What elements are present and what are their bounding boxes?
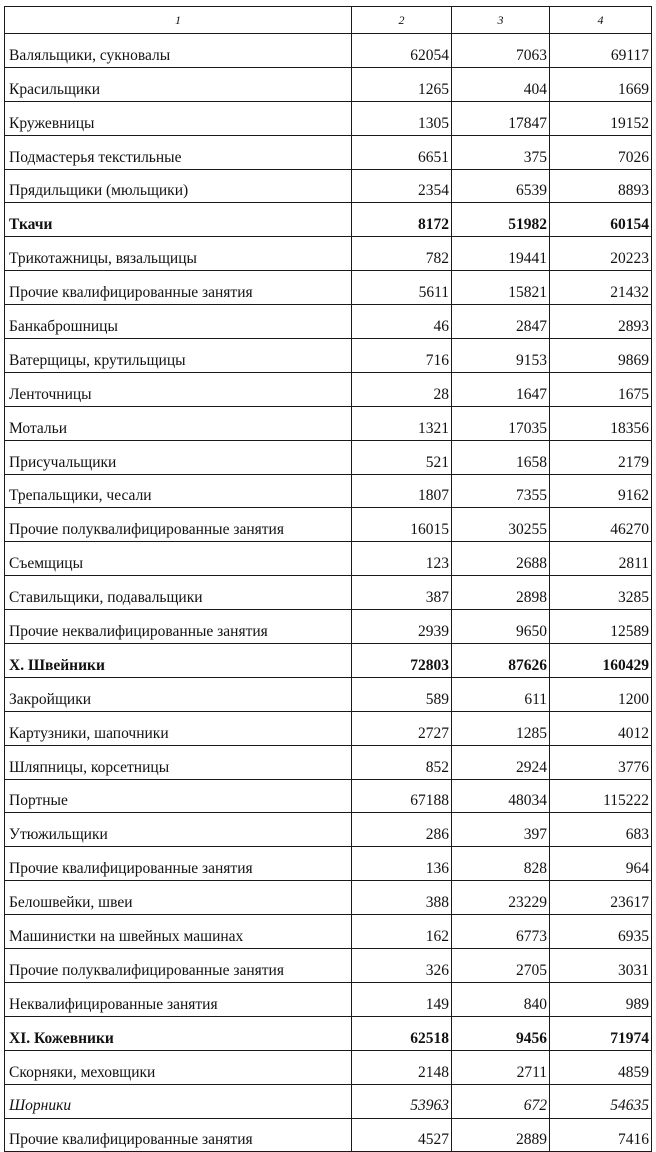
value-cell-col4: 115222 [550, 779, 652, 813]
value-cell-col3: 9456 [452, 1016, 550, 1050]
column-header-4: 4 [550, 7, 652, 34]
value-cell-col4: 3285 [550, 576, 652, 610]
table-row [5, 644, 652, 678]
table-row [5, 305, 652, 339]
value-cell-col3: 7355 [452, 474, 550, 508]
value-cell-col2: 1807 [352, 474, 452, 508]
value-cell-col4: 9162 [550, 474, 652, 508]
value-cell-col3: 404 [452, 67, 550, 101]
column-header-3: 3 [452, 7, 550, 34]
value-cell-col2: 1321 [352, 406, 452, 440]
table-row [5, 542, 652, 576]
value-cell-col3: 15821 [452, 271, 550, 305]
value-cell-col4: 964 [550, 847, 652, 881]
value-cell-col3: 87626 [452, 644, 550, 678]
value-cell-col2: 16015 [352, 508, 452, 542]
occupation-cell: Прочие квалифицированные занятия [5, 847, 352, 881]
column-header-2: 2 [352, 7, 452, 34]
value-cell-col4: 683 [550, 813, 652, 847]
table-row [5, 1084, 652, 1118]
table-row [5, 67, 652, 101]
table-row [5, 982, 652, 1016]
table-row [5, 1050, 652, 1084]
occupation-cell: Прочие полуквалифицированные занятия [5, 508, 352, 542]
table-row [5, 949, 652, 983]
value-cell-col4: 9869 [550, 339, 652, 373]
value-cell-col3: 48034 [452, 779, 550, 813]
value-cell-col4: 989 [550, 982, 652, 1016]
value-cell-col3: 2889 [452, 1118, 550, 1152]
table-row [5, 339, 652, 373]
column-header-1: 1 [5, 7, 352, 34]
table-row [5, 1118, 652, 1152]
value-cell-col4: 2179 [550, 440, 652, 474]
occupation-cell: Ткачи [5, 203, 352, 237]
value-cell-col2: 53963 [352, 1084, 452, 1118]
table-row [5, 745, 652, 779]
occupation-cell: Шляпницы, корсетницы [5, 745, 352, 779]
occupation-cell: Трикотажницы, вязальщицы [5, 237, 352, 271]
value-cell-col2: 388 [352, 881, 452, 915]
value-cell-col2: 782 [352, 237, 452, 271]
table-row [5, 135, 652, 169]
value-cell-col4: 2893 [550, 305, 652, 339]
value-cell-col2: 6651 [352, 135, 452, 169]
value-cell-col4: 23617 [550, 881, 652, 915]
value-cell-col4: 6935 [550, 915, 652, 949]
value-cell-col3: 9153 [452, 339, 550, 373]
value-cell-col3: 51982 [452, 203, 550, 237]
occupation-cell: Прочие квалифицированные занятия [5, 271, 352, 305]
value-cell-col2: 286 [352, 813, 452, 847]
value-cell-col2: 62518 [352, 1016, 452, 1050]
value-cell-col3: 30255 [452, 508, 550, 542]
occupation-cell: Шорники [5, 1084, 352, 1118]
value-cell-col2: 123 [352, 542, 452, 576]
value-cell-col3: 375 [452, 135, 550, 169]
table-row [5, 440, 652, 474]
table-row [5, 237, 652, 271]
table-row [5, 474, 652, 508]
value-cell-col4: 1200 [550, 677, 652, 711]
occupation-cell: Кружевницы [5, 101, 352, 135]
occupation-cell: Ленточницы [5, 372, 352, 406]
value-cell-col2: 2727 [352, 711, 452, 745]
value-cell-col4: 20223 [550, 237, 652, 271]
table-row [5, 847, 652, 881]
occupation-cell: Красильщики [5, 67, 352, 101]
value-cell-col3: 6539 [452, 169, 550, 203]
value-cell-col2: 4527 [352, 1118, 452, 1152]
value-cell-col2: 716 [352, 339, 452, 373]
table-row [5, 610, 652, 644]
value-cell-col3: 672 [452, 1084, 550, 1118]
table-row [5, 779, 652, 813]
occupation-cell: Закройщики [5, 677, 352, 711]
occupation-cell: Прядильщики (мюльщики) [5, 169, 352, 203]
table-row [5, 711, 652, 745]
table-row [5, 677, 652, 711]
occupation-cell: X. Швейники [5, 644, 352, 678]
value-cell-col4: 21432 [550, 271, 652, 305]
table-row [5, 881, 652, 915]
value-cell-col3: 7063 [452, 34, 550, 68]
value-cell-col4: 46270 [550, 508, 652, 542]
value-cell-col2: 162 [352, 915, 452, 949]
occupation-cell: Прочие квалифицированные занятия [5, 1118, 352, 1152]
value-cell-col2: 67188 [352, 779, 452, 813]
value-cell-col4: 71974 [550, 1016, 652, 1050]
occupation-cell: Ставильщики, подавальщики [5, 576, 352, 610]
table-row [5, 915, 652, 949]
occupation-cell: Мотальи [5, 406, 352, 440]
value-cell-col4: 69117 [550, 34, 652, 68]
value-cell-col4: 7026 [550, 135, 652, 169]
value-cell-col2: 387 [352, 576, 452, 610]
occupation-cell: Белошвейки, швеи [5, 881, 352, 915]
value-cell-col4: 1669 [550, 67, 652, 101]
table-row [5, 406, 652, 440]
value-cell-col4: 8893 [550, 169, 652, 203]
value-cell-col3: 1285 [452, 711, 550, 745]
value-cell-col2: 62054 [352, 34, 452, 68]
value-cell-col4: 2811 [550, 542, 652, 576]
occupation-cell: Присучальщики [5, 440, 352, 474]
value-cell-col3: 2688 [452, 542, 550, 576]
value-cell-col2: 46 [352, 305, 452, 339]
value-cell-col2: 5611 [352, 271, 452, 305]
table-body [5, 34, 652, 1152]
value-cell-col4: 7416 [550, 1118, 652, 1152]
value-cell-col2: 136 [352, 847, 452, 881]
value-cell-col4: 1675 [550, 372, 652, 406]
value-cell-col3: 2711 [452, 1050, 550, 1084]
value-cell-col3: 9650 [452, 610, 550, 644]
occupation-cell: Прочие полуквалифицированные занятия [5, 949, 352, 983]
value-cell-col4: 18356 [550, 406, 652, 440]
value-cell-col4: 4012 [550, 711, 652, 745]
value-cell-col3: 828 [452, 847, 550, 881]
value-cell-col4: 4859 [550, 1050, 652, 1084]
value-cell-col3: 17035 [452, 406, 550, 440]
table-row [5, 508, 652, 542]
value-cell-col2: 28 [352, 372, 452, 406]
table-row [5, 271, 652, 305]
value-cell-col2: 2148 [352, 1050, 452, 1084]
occupation-cell: Подмастерья текстильные [5, 135, 352, 169]
value-cell-col2: 149 [352, 982, 452, 1016]
occupation-table [4, 6, 652, 1152]
table-row [5, 34, 652, 68]
value-cell-col2: 2939 [352, 610, 452, 644]
table-row [5, 372, 652, 406]
value-cell-col2: 589 [352, 677, 452, 711]
table-row [5, 169, 652, 203]
value-cell-col3: 2705 [452, 949, 550, 983]
occupation-cell: Скорняки, меховщики [5, 1050, 352, 1084]
occupation-cell: Валяльщики, сукновалы [5, 34, 352, 68]
value-cell-col3: 6773 [452, 915, 550, 949]
header-row [5, 7, 652, 34]
occupation-cell: Машинистки на швейных машинах [5, 915, 352, 949]
value-cell-col3: 23229 [452, 881, 550, 915]
value-cell-col3: 2847 [452, 305, 550, 339]
occupation-cell: Неквалифицированные занятия [5, 982, 352, 1016]
occupation-cell: Ватерщицы, крутильщицы [5, 339, 352, 373]
value-cell-col3: 611 [452, 677, 550, 711]
table-row [5, 1016, 652, 1050]
value-cell-col2: 72803 [352, 644, 452, 678]
occupation-cell: Прочие неквалифицированные занятия [5, 610, 352, 644]
value-cell-col4: 60154 [550, 203, 652, 237]
occupation-cell: Утюжильщики [5, 813, 352, 847]
value-cell-col2: 1265 [352, 67, 452, 101]
value-cell-col4: 3031 [550, 949, 652, 983]
value-cell-col3: 17847 [452, 101, 550, 135]
value-cell-col4: 12589 [550, 610, 652, 644]
occupation-cell: Картузники, шапочники [5, 711, 352, 745]
value-cell-col3: 1647 [452, 372, 550, 406]
value-cell-col3: 19441 [452, 237, 550, 271]
value-cell-col4: 160429 [550, 644, 652, 678]
value-cell-col3: 2898 [452, 576, 550, 610]
value-cell-col2: 326 [352, 949, 452, 983]
value-cell-col4: 3776 [550, 745, 652, 779]
value-cell-col3: 397 [452, 813, 550, 847]
occupation-cell: Портные [5, 779, 352, 813]
table-row [5, 101, 652, 135]
occupation-cell: Съемщицы [5, 542, 352, 576]
value-cell-col4: 19152 [550, 101, 652, 135]
occupation-cell: Банкаброшницы [5, 305, 352, 339]
value-cell-col2: 2354 [352, 169, 452, 203]
occupation-cell: Трепальщики, чесали [5, 474, 352, 508]
value-cell-col2: 1305 [352, 101, 452, 135]
table-row [5, 576, 652, 610]
value-cell-col4: 54635 [550, 1084, 652, 1118]
value-cell-col3: 840 [452, 982, 550, 1016]
value-cell-col2: 8172 [352, 203, 452, 237]
table-row [5, 203, 652, 237]
value-cell-col2: 852 [352, 745, 452, 779]
occupation-cell: XI. Кожевники [5, 1016, 352, 1050]
value-cell-col2: 521 [352, 440, 452, 474]
value-cell-col3: 1658 [452, 440, 550, 474]
value-cell-col3: 2924 [452, 745, 550, 779]
table-row [5, 813, 652, 847]
